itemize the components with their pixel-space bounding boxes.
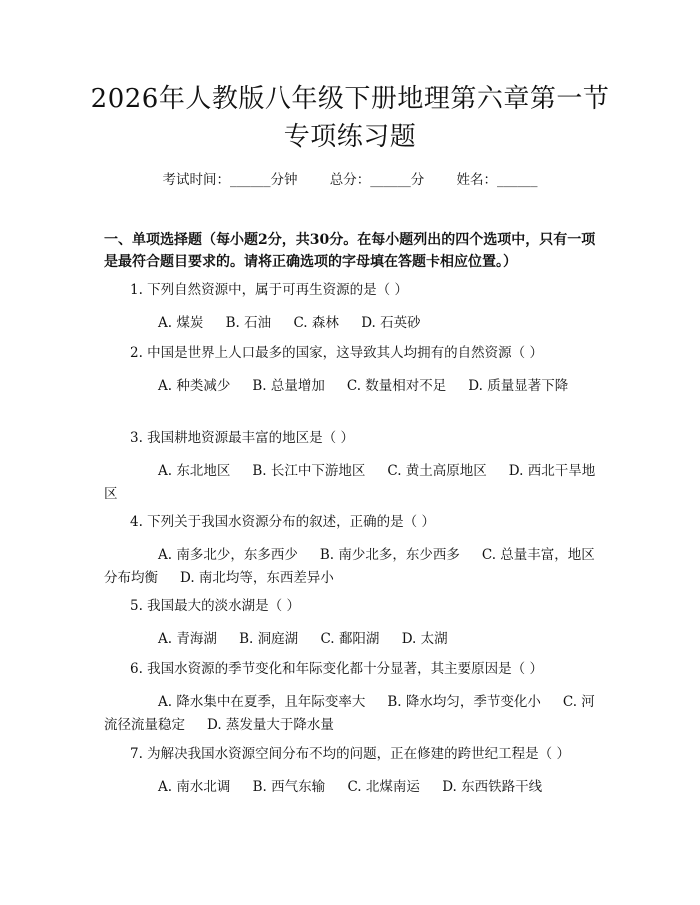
option: D. 东西铁路干线 (442, 779, 543, 795)
option: B. 洞庭湖 (239, 631, 299, 647)
option: D. 蒸发量大于降水量 (207, 717, 334, 733)
option: C. 北煤南运 (347, 779, 420, 795)
page-title: 2026年人教版八年级下册地理第六章第一节 (90, 84, 610, 114)
option: B. 总量增加 (252, 378, 325, 394)
option: B. 石油 (225, 315, 272, 331)
option: C. 总量丰富，地区分布均衡 (104, 547, 595, 586)
question (104, 743, 599, 799)
question-options (104, 375, 599, 398)
option: C. 黄土高原地区 (387, 463, 487, 479)
exam-time: 考试时间：______分钟 (162, 172, 298, 188)
option: A. 青海湖 (158, 631, 217, 647)
option: A. 南多北少，东多西少 (158, 547, 298, 563)
question (104, 595, 599, 651)
option: B. 南少北多，东少西多 (319, 547, 460, 563)
option: B. 降水均匀，季节变化小 (387, 694, 541, 710)
exam-info (0, 168, 700, 188)
option: D. 质量显著下降 (468, 378, 569, 394)
question-stem: 1. 下列自然资源中，属于可再生资源的是（ ） (130, 282, 408, 298)
question-stem: 6. 我国水资源的季节变化和年际变化都十分显著，其主要原因是（ ） (130, 661, 543, 677)
question-stem: 5. 我国最大的淡水湖是（ ） (130, 598, 300, 614)
question (104, 427, 599, 506)
section-heading: 一、单项选择题（每小题2分，共30分。在每小题列出的四个选项中，只有一项是最符合题目要求的。请将正确选项的字母填在答题卡相应位置。） (104, 232, 596, 270)
question-options (104, 460, 599, 506)
question (104, 511, 599, 590)
option: A. 煤炭 (158, 315, 204, 331)
option: D. 西北干旱地区 (104, 463, 596, 502)
question (104, 658, 599, 737)
question (104, 342, 599, 398)
question-stem: 7. 为解决我国水资源空间分布不均的问题，正在修建的跨世纪工程是（ ） (130, 746, 570, 762)
question-stem: 2. 中国是世界上人口最多的国家，这导致其人均拥有的自然资源（ ） (130, 345, 543, 361)
question-options (104, 312, 599, 335)
option: C. 数量相对不足 (346, 378, 447, 394)
option: D. 石英砂 (361, 315, 421, 331)
page-subtitle: 专项练习题 (283, 122, 417, 152)
option: C. 鄱阳湖 (320, 631, 380, 647)
option: A. 南水北调 (158, 779, 231, 795)
question-options (104, 691, 599, 737)
option: B. 长江中下游地区 (252, 463, 366, 479)
question-stem: 4. 下列关于我国水资源分布的叙述，正确的是（ ） (130, 514, 435, 530)
option: A. 种类减少 (158, 378, 231, 394)
exam-total-score: 总分：______分 (329, 172, 425, 188)
option: C. 河流径流量稳定 (104, 694, 595, 733)
question-options (104, 776, 599, 799)
option: A. 东北地区 (158, 463, 231, 479)
option: D. 太湖 (401, 631, 448, 647)
student-name: 姓名：______ (456, 172, 538, 188)
option: D. 南北均等，东西差异小 (180, 570, 334, 586)
question-options (104, 628, 599, 651)
option: B. 西气东输 (252, 779, 326, 795)
question (104, 279, 599, 335)
option: A. 降水集中在夏季，且年际变率大 (158, 694, 366, 710)
question-stem: 3. 我国耕地资源最丰富的地区是（ ） (130, 430, 354, 446)
question-options (104, 544, 599, 590)
option: C. 森林 (293, 315, 339, 331)
